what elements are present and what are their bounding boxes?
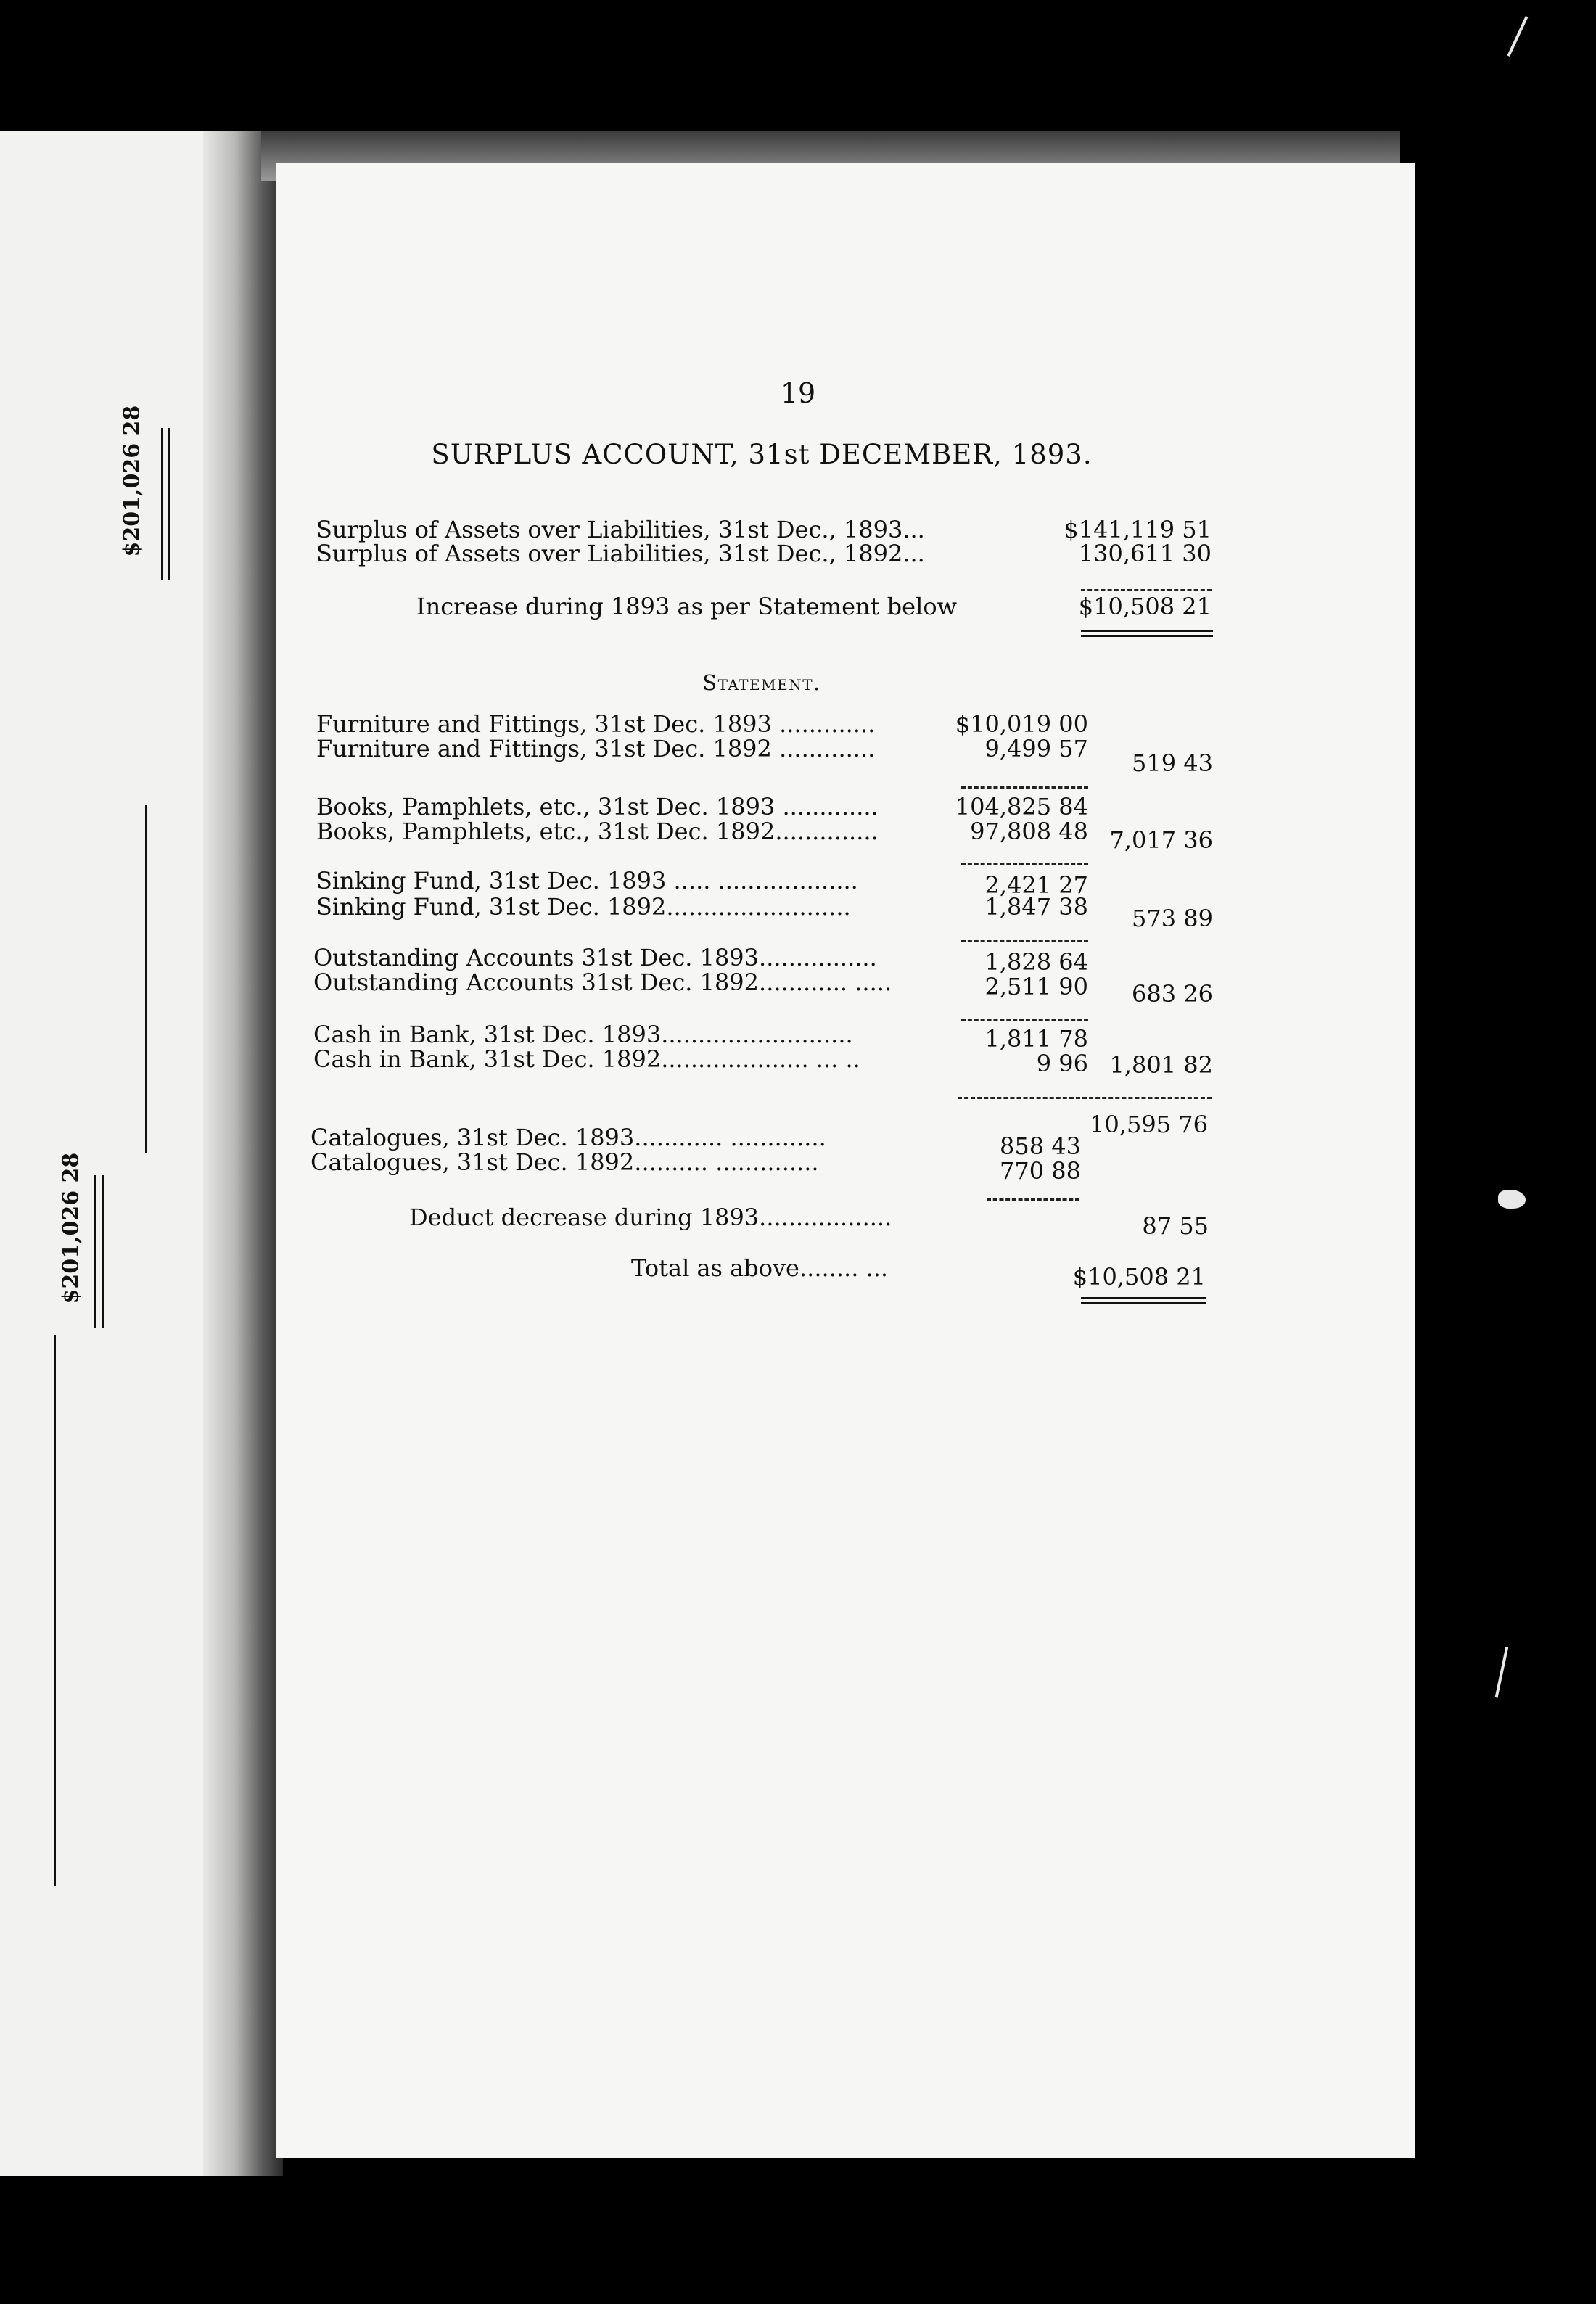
surplus-label: Surplus of Assets over Liabilities, 31st Dec., 1893... bbox=[316, 516, 925, 543]
deduct-label: Deduct decrease during 1893.................. bbox=[409, 1204, 892, 1231]
statement-amount: 9 96 bbox=[1036, 1050, 1088, 1077]
left-page-rule bbox=[145, 805, 147, 1153]
statement-amount: 9,499 57 bbox=[984, 735, 1088, 762]
statement-amount: 858 43 bbox=[1000, 1132, 1081, 1160]
page-title: SURPLUS ACCOUNT, 31st DECEMBER, 1893. bbox=[431, 439, 1093, 470]
statement-amount: 770 88 bbox=[1000, 1157, 1081, 1185]
statement-amount: 2,421 27 bbox=[984, 871, 1088, 899]
statement-label: Furniture and Fittings, 31st Dec. 1892 ............. bbox=[316, 735, 876, 762]
deduct-amount: 87 55 bbox=[1142, 1212, 1209, 1240]
statement-amount: 97,808 48 bbox=[970, 818, 1088, 845]
statement-difference: 7,017 36 bbox=[1109, 826, 1213, 854]
statement-subtotal: 10,595 76 bbox=[1090, 1111, 1208, 1138]
statement-label: Catalogues, 31st Dec. 1892.......... .............. bbox=[310, 1148, 819, 1176]
total-amount: $10,508 21 bbox=[1072, 1263, 1206, 1291]
book-spine-shadow bbox=[203, 131, 283, 2176]
increase-label: Increase during 1893 as per Statement below bbox=[416, 593, 957, 620]
double-rule bbox=[1081, 630, 1213, 637]
statement-amount: $10,019 00 bbox=[955, 710, 1088, 738]
scan-speck bbox=[1507, 16, 1529, 57]
statement-label: Sinking Fund, 31st Dec. 1892......................... bbox=[316, 893, 851, 921]
scan-speck bbox=[1498, 1190, 1526, 1209]
statement-label: Outstanding Accounts 31st Dec. 1893................ bbox=[313, 944, 877, 971]
rule bbox=[961, 786, 1088, 789]
statement-label: Cash in Bank, 31st Dec. 1892.................... ... .. bbox=[313, 1045, 860, 1073]
rule bbox=[1081, 589, 1212, 591]
statement-label: Cash in Bank, 31st Dec. 1893.......................... bbox=[313, 1021, 853, 1048]
statement-difference: 1,801 82 bbox=[1109, 1051, 1213, 1079]
left-page-total-bottom: $201,026 28 bbox=[58, 1152, 84, 1304]
statement-difference: 519 43 bbox=[1132, 749, 1213, 777]
statement-amount: 1,811 78 bbox=[984, 1025, 1088, 1053]
scan-speck bbox=[1495, 1647, 1508, 1697]
statement-difference: 683 26 bbox=[1132, 980, 1213, 1008]
left-page-rule bbox=[168, 428, 170, 580]
statement-heading: Statement. bbox=[702, 670, 821, 695]
surplus-amount: $141,119 51 bbox=[1064, 516, 1212, 543]
left-page-total-top: $201,026 28 bbox=[119, 405, 145, 557]
left-page-rule bbox=[94, 1175, 96, 1328]
page-number: 19 bbox=[780, 377, 816, 409]
statement-label: Sinking Fund, 31st Dec. 1893 ..... ................... bbox=[316, 867, 858, 894]
left-page-rule bbox=[102, 1175, 104, 1328]
rule bbox=[958, 1097, 1212, 1099]
total-label: Total as above........ ... bbox=[631, 1254, 889, 1282]
surplus-amount: 130,611 30 bbox=[1078, 540, 1212, 567]
surplus-label: Surplus of Assets over Liabilities, 31st Dec., 1892... bbox=[316, 540, 925, 567]
double-rule bbox=[1081, 1297, 1206, 1304]
statement-difference: 573 89 bbox=[1132, 905, 1213, 932]
statement-label: Books, Pamphlets, etc., 31st Dec. 1892.............. bbox=[316, 818, 879, 845]
statement-amount: 1,828 64 bbox=[984, 948, 1088, 976]
increase-amount: $10,508 21 bbox=[1078, 593, 1212, 620]
statement-label: Catalogues, 31st Dec. 1893............ ............. bbox=[310, 1124, 826, 1151]
statement-label: Outstanding Accounts 31st Dec. 1892............ ..... bbox=[313, 968, 892, 996]
statement-amount: 1,847 38 bbox=[984, 893, 1088, 921]
left-page-rule bbox=[161, 428, 163, 580]
statement-amount: 104,825 84 bbox=[955, 793, 1088, 820]
rule bbox=[961, 863, 1088, 865]
left-page-rule bbox=[54, 1335, 56, 1886]
statement-label: Furniture and Fittings, 31st Dec. 1893 ............. bbox=[316, 710, 876, 738]
statement-label: Books, Pamphlets, etc., 31st Dec. 1893 ............. bbox=[316, 793, 879, 820]
statement-amount: 2,511 90 bbox=[984, 973, 1088, 1000]
rule bbox=[987, 1198, 1079, 1201]
rule bbox=[961, 940, 1088, 942]
rule bbox=[961, 1019, 1088, 1021]
